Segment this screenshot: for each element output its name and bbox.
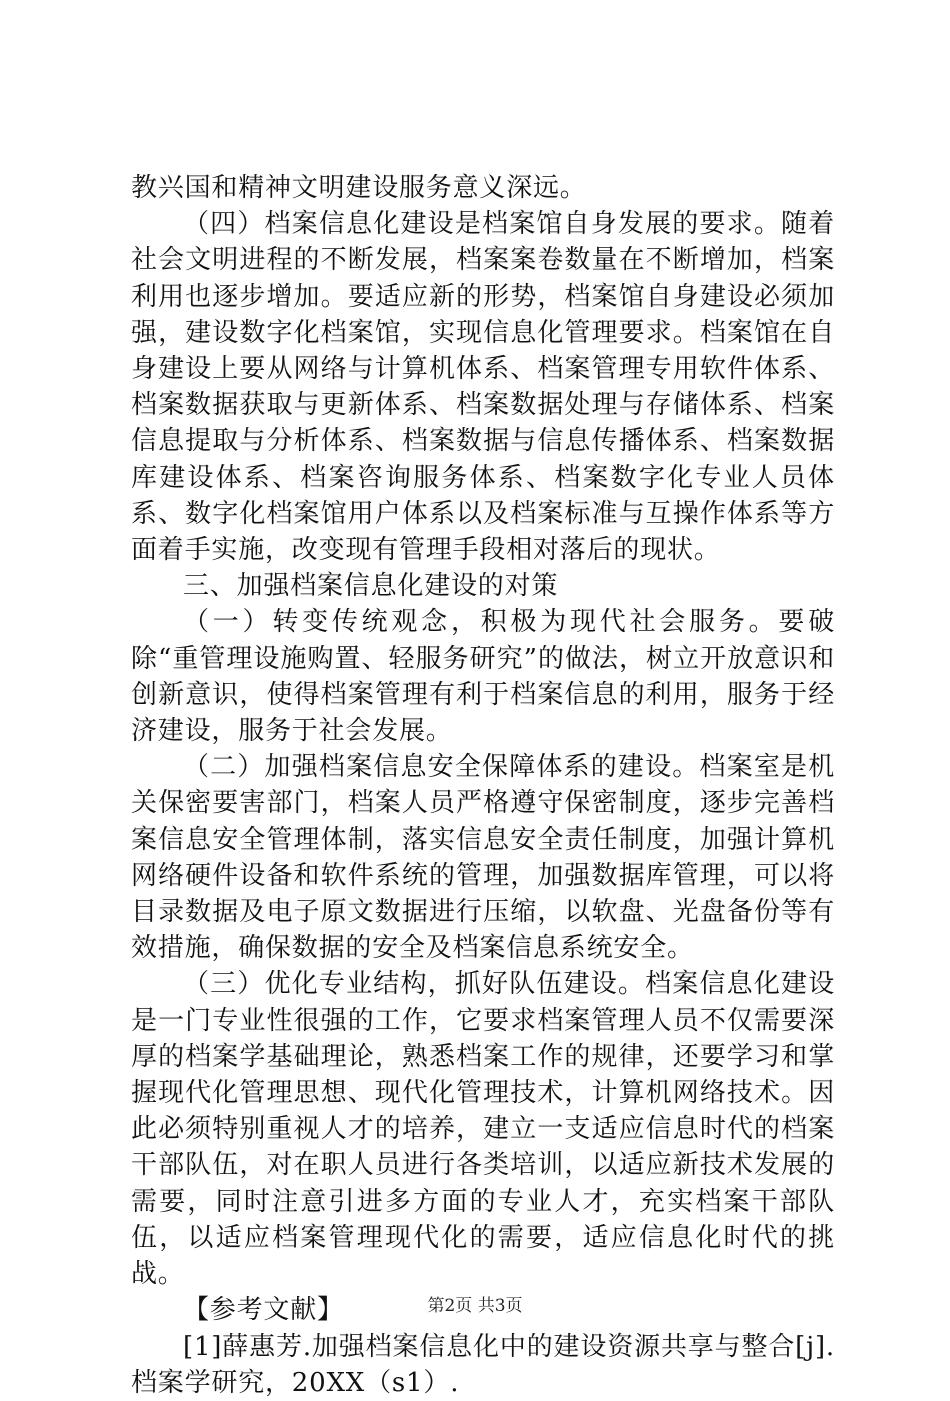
page-number-footer: 第2页 共3页 [427,1296,523,1316]
reference-entry-1: [1]薛惠芳.加强档案信息化中的建设资源共享与整合[j].档案学研究，20XX（s1）. [131,1331,835,1398]
paragraph-item-one: （一）转变传统观念，积极为现代社会服务。要破除“重管理设施购置、轻服务研究”的做法，树立开放意识和创新意识，使得档案管理有利于档案信息的利用，服务于经济建设，服务于社会发展。 [131,607,835,747]
paragraph-item-three: （三）优化专业结构，抓好队伍建设。档案信息化建设是一门专业性很强的工作，它要求档案管理人员不仅需要深厚的档案学基础理论，熟悉档案工作的规律，还要学习和掌握现代化管理思想、现代化管理技术，计算机网络技术。因此必须特别重视人才的培养，建立一支适应信息时代的档案干部队伍，对在职人员进行各类培训，以适应新技术发展的需要，同时注意引进多方面的专业人才，充实档案干部队伍，以适应档案管理现代化的需要，适应信息化时代的挑战。 [131,969,835,1290]
paragraph-item-two: （二）加强档案信息安全保障体系的建设。档案室是机关保密要害部门，档案人员严格遵守保密制度，逐步完善档案信息安全管理体制，落实信息安全责任制度，加强计算机网络硬件设备和软件系统的管理，加强数据库管理，可以将目录数据及电子原文数据进行压缩，以软盘、光盘备份等有效措施，确保数据的安全及档案信息系统安全。 [131,752,835,964]
document-body [131,170,835,1401]
references-heading: 【参考文献】 [183,1295,344,1326]
section-heading-countermeasures: 三、加强档案信息化建设的对策 [183,571,559,602]
paragraph-continuation: 教兴国和精神文明建设服务意义深远。 [131,173,587,203]
paragraph-section-four: （四）档案信息化建设是档案馆自身发展的要求。随着社会文明进程的不断发展，档案案卷数量在不断增加，档案利用也逐步增加。要适应新的形势，档案馆自身建设必须加强，建设数字化档案馆，实现信息化管理要求。档案馆在自身建设上要从网络与计算机体系、档案管理专用软件体系、档案数据获取与更新体系、档案数据处理与存储体系、档案信息提取与分析体系、档案数据与信息传播体系、档案数据库建设体系、档案咨询服务体系、档案数字化专业人员体系、数字化档案馆用户体系以及档案标准与互操作体系等方面着手实施，改变现有管理手段相对落后的现状。 [131,209,835,566]
